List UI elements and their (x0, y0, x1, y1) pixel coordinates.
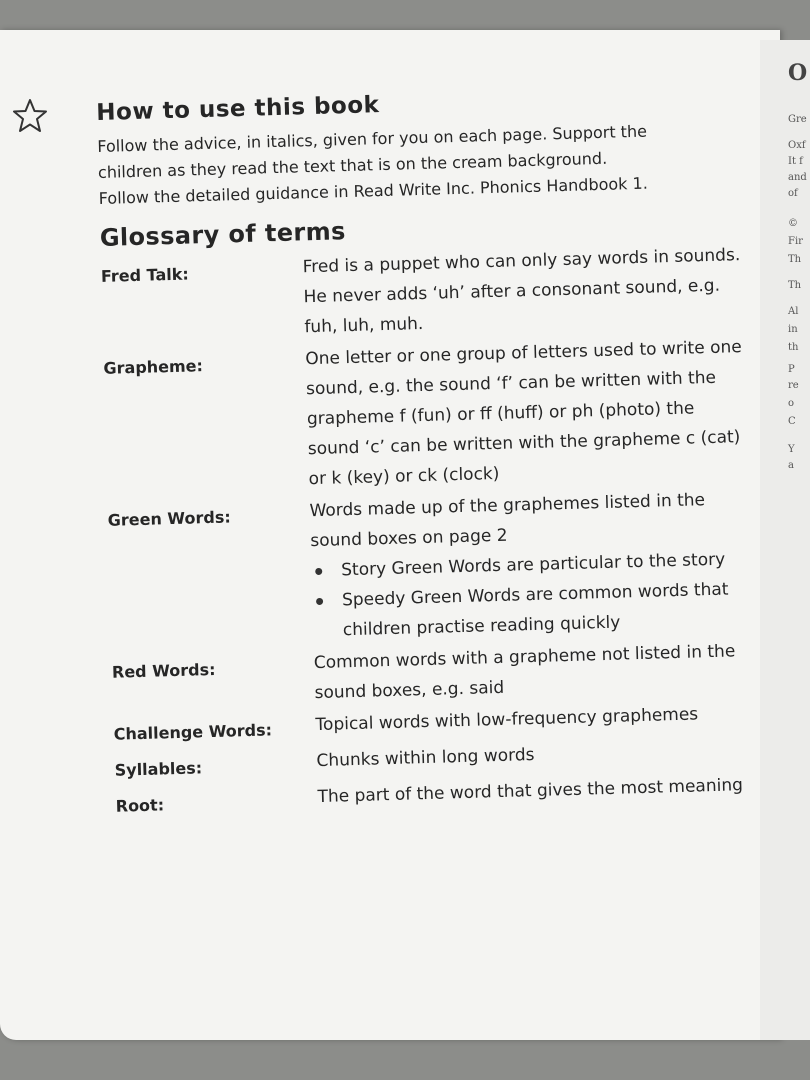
list-item: Story Green Words are particular to the story (311, 544, 752, 586)
adjacent-page-text: of (788, 188, 798, 199)
adjacent-page-text: Th (788, 280, 802, 291)
glossary-definition: Fred is a puppet who can only say words in sounds. He never adds ‘uh’ after a consonant sound, e.g. fuh, luh, muh. (302, 245, 741, 338)
adjacent-page-text: It f (788, 156, 803, 167)
adjacent-page-text: Fir (788, 236, 803, 247)
glossary-term: Challenge Words: (113, 720, 273, 744)
adjacent-page-text: Al (788, 306, 799, 317)
adjacent-page-text: C (788, 416, 796, 427)
glossary-term: Green Words: (107, 507, 231, 530)
glossary-definition: The part of the word that gives the most meaning (317, 775, 744, 808)
adjacent-page-text: Gre (788, 114, 807, 125)
glossary-term: Root: (115, 795, 165, 816)
glossary-entry-fred-talk (100, 240, 762, 348)
how-to-section (96, 82, 759, 212)
glossary-term: Red Words: (111, 659, 216, 682)
star-icon (10, 96, 50, 136)
how-to-title: How to use this book (96, 92, 380, 126)
glossary-definition: One letter or one group of letters used to write one sound, e.g. the sound ‘f’ can be written with the grapheme f (fun) or ff (huff) or ph (photo) the sound ‘c’ can be written with the grapheme c (cat) or k (key) or ck (clock) (305, 337, 742, 490)
glossary-term: Syllables: (114, 758, 203, 780)
adjacent-page-text: Y (788, 444, 795, 455)
adjacent-page-text: Oxf (788, 140, 806, 151)
adjacent-page-text: in (788, 324, 798, 335)
list-item: Speedy Green Words are common words that children practise reading quickly (312, 574, 754, 646)
adjacent-page-text: o (788, 398, 795, 409)
adjacent-page-text: th (788, 342, 799, 353)
adjacent-page-text: and (788, 172, 807, 183)
page-content (96, 82, 776, 824)
adjacent-page-text: a (788, 460, 794, 471)
glossary-title: Glossary of terms (99, 217, 347, 252)
adjacent-page-text: Th (788, 254, 802, 265)
adjacent-page-text: © (788, 218, 798, 229)
how-to-text: Follow the advice, in italics, given for you on each page. Support the children as they read the text that is on the cream background. Follow the detailed guidance in Read Write Inc. Phonics Handbook 1. (97, 121, 649, 208)
adjacent-page-text: P (788, 364, 795, 375)
adjacent-page-text: O (788, 60, 808, 86)
glossary-definition-block (309, 484, 753, 646)
green-words-bullet-list (311, 544, 753, 646)
glossary-term: Grapheme: (103, 356, 204, 378)
glossary-entry-green-words (107, 483, 771, 651)
glossary-definition: Chunks within long words (316, 745, 535, 772)
glossary-definition: Common words with a grapheme not listed in the sound boxes, e.g. said (313, 641, 736, 704)
glossary-term: Fred Talk: (100, 264, 190, 286)
glossary-definition: Words made up of the graphemes listed in the sound boxes on page 2 (309, 490, 706, 552)
adjacent-page-text: re (788, 380, 799, 391)
glossary-section (99, 206, 775, 822)
glossary-entry-grapheme (103, 331, 767, 499)
glossary-definition: Topical words with low-frequency graphemes (315, 704, 699, 736)
